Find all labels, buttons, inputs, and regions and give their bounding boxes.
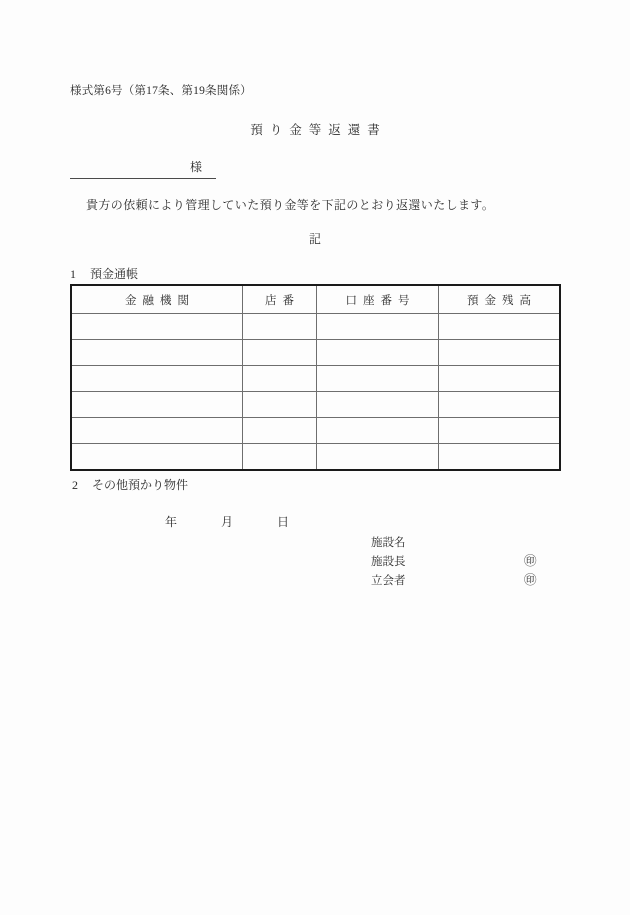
cell-bank[interactable] (71, 418, 243, 444)
table-row (71, 392, 560, 418)
signature-block (371, 534, 551, 591)
section-label-2: その他預かり物件 (92, 478, 189, 492)
column-header-account: 口座番号 (317, 285, 439, 314)
cell-bank[interactable] (71, 444, 243, 471)
signature-label-facility-head: 施設長 (371, 556, 406, 568)
date-day-label: 日 (277, 515, 290, 529)
section-number-1: 1 (70, 267, 76, 281)
cell-account[interactable] (317, 418, 439, 444)
signature-row-witness (371, 572, 551, 591)
document-title: 預り金等返還書 (250, 123, 387, 137)
body-paragraph: 貴方の依頼により管理していた預り金等を下記のとおり返還いたします。 (86, 198, 495, 212)
column-header-bank: 金融機関 (71, 285, 243, 314)
table-header-row (71, 285, 560, 314)
column-header-branch: 店番 (243, 285, 317, 314)
cell-balance[interactable] (439, 366, 561, 392)
ki-mark: 記 (308, 232, 321, 246)
cell-bank[interactable] (71, 392, 243, 418)
table-row (71, 418, 560, 444)
date-month-label: 月 (221, 515, 234, 529)
section-heading-1 (70, 265, 138, 282)
date-line (165, 513, 289, 530)
cell-account[interactable] (317, 340, 439, 366)
cell-balance[interactable] (439, 340, 561, 366)
cell-bank[interactable] (71, 340, 243, 366)
table-row (71, 366, 560, 392)
cell-branch[interactable] (243, 340, 317, 366)
cell-branch[interactable] (243, 392, 317, 418)
section-heading-2 (72, 476, 188, 493)
signature-label-witness: 立会者 (371, 575, 406, 587)
cell-balance[interactable] (439, 314, 561, 340)
cell-branch[interactable] (243, 366, 317, 392)
table-row (71, 340, 560, 366)
cell-bank[interactable] (71, 314, 243, 340)
date-year-label: 年 (165, 515, 178, 529)
section-number-2: 2 (72, 478, 78, 492)
cell-account[interactable] (317, 314, 439, 340)
table-row (71, 314, 560, 340)
signature-row-facility-name (371, 534, 551, 553)
signature-label-facility-name: 施設名 (371, 537, 406, 549)
cell-branch[interactable] (243, 418, 317, 444)
cell-balance[interactable] (439, 444, 561, 471)
cell-account[interactable] (317, 392, 439, 418)
column-header-balance: 預金残高 (439, 285, 561, 314)
cell-bank[interactable] (71, 366, 243, 392)
table-row (71, 444, 560, 471)
seal-icon: ㊞ (524, 554, 537, 568)
addressee-suffix: 様 (190, 160, 203, 174)
cell-branch[interactable] (243, 444, 317, 471)
deposit-passbook-table (70, 284, 561, 471)
cell-balance[interactable] (439, 392, 561, 418)
form-number: 様式第6号（第17条、第19条関係） (70, 85, 252, 97)
cell-branch[interactable] (243, 314, 317, 340)
cell-account[interactable] (317, 366, 439, 392)
cell-account[interactable] (317, 444, 439, 471)
cell-balance[interactable] (439, 418, 561, 444)
seal-icon: ㊞ (524, 573, 537, 587)
section-label-1: 預金通帳 (90, 267, 139, 281)
signature-row-facility-head (371, 553, 551, 572)
